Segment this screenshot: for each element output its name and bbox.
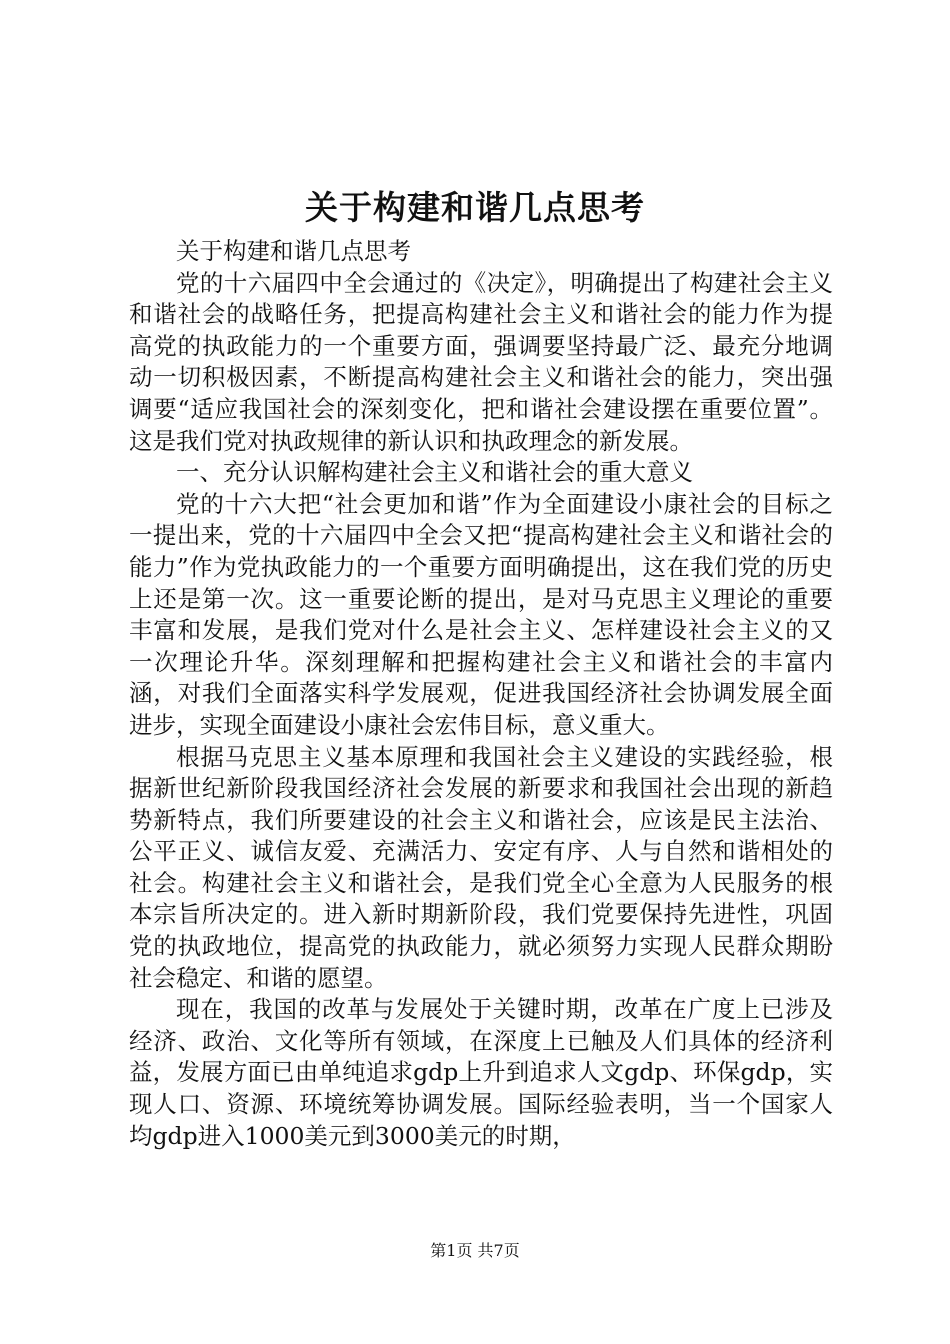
paragraph: 党的十六大把“社会更加和谐”作为全面建设小康社会的目标之一提出来，党的十六届四中全会又把“提高构建社会主义和谐社会的能力”作为党执政能力的一个重要方面明确提出，这在我们党的历史上还是第一次。这一重要论断的提出，是对马克思主义理论的重要丰富和发展，是我们党对什么是社会主义、怎样建设社会主义的又一次理论升华。深刻理解和把握构建社会主义和谐社会的丰富内涵，对我们全面落实科学发展观，促进我国经济社会协调发展全面进步，实现全面建设小康社会宏伟目标，意义重大。 — [129, 489, 833, 739]
section-heading: 一、充分认识解构建社会主义和谐社会的重大意义 — [176, 458, 693, 487]
document-body — [129, 236, 833, 1152]
document-title: 关于构建和谐几点思考 — [305, 188, 645, 227]
paragraph: 根据马克思主义基本原理和我国社会主义建设的实践经验，根据新世纪新阶段我国经济社会发展的新要求和我国社会出现的新趋势新特点，我们所要建设的社会主义和谐社会，应该是民主法治、公平正义、诚信友爱、充满活力、安定有序、人与自然和谐相处的社会。构建社会主义和谐社会，是我们党全心全意为人民服务的根本宗旨所决定的。进入新时期新阶段，我们党要保持先进性，巩固党的执政地位，提高党的执政能力，就必须努力实现人民群众期盼社会稳定、和谐的愿望。 — [129, 742, 833, 992]
paragraph-heading: 关于构建和谐几点思考 — [176, 237, 411, 265]
page-footer: 第1页 共7页 — [430, 1241, 520, 1260]
paragraph: 现在，我国的改革与发展处于关键时期，改革在广度上已涉及经济、政治、文化等所有领域，在深度上已触及人们具体的经济利益，发展方面已由单纯追求gdp上升到追求人文gdp、环保gdp，实现人口、资源、环境统筹协调发展。国际经验表明，当一个国家人均gdp进入1000美元到3000美元的时期， — [129, 995, 833, 1150]
paragraph: 党的十六届四中全会通过的《决定》，明确提出了构建社会主义和谐社会的战略任务，把提高构建社会主义和谐社会的能力作为提高党的执政能力的一个重要方面，强调要坚持最广泛、最充分地调动一切积极因素，不断提高构建社会主义和谐社会的能力，突出强调要“适应我国社会的深刻变化，把和谐社会建设摆在重要位置”。这是我们党对执政规律的新认识和执政理念的新发展。 — [129, 268, 833, 455]
